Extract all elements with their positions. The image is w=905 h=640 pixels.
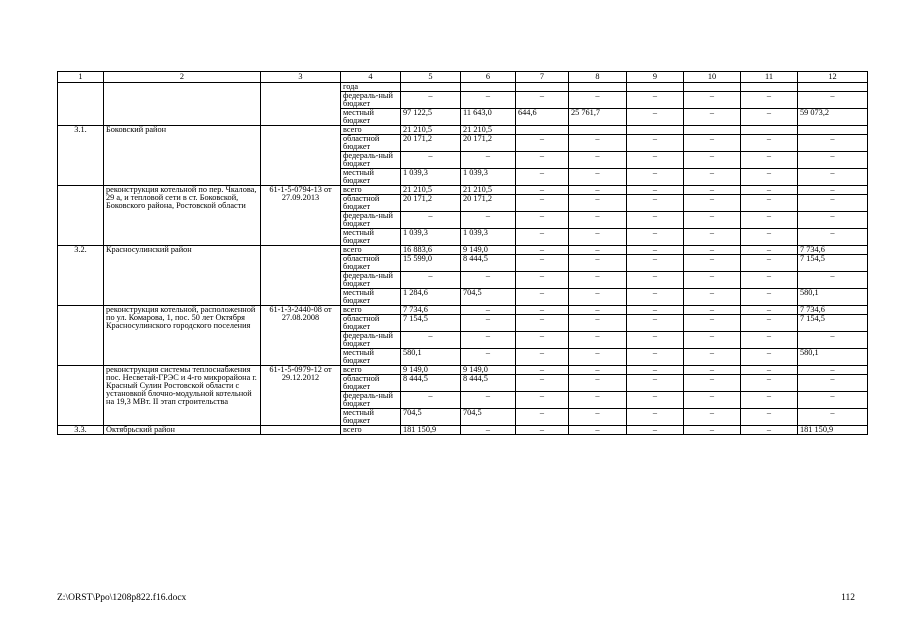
value-cell: 7 734,6 <box>798 306 868 315</box>
value-cell: 21 210,5 <box>461 186 516 195</box>
value-cell: – <box>401 392 461 409</box>
value-cell: 580,1 <box>401 349 461 366</box>
value-cell: 21 210,5 <box>401 126 461 135</box>
value-cell: 704,5 <box>461 289 516 306</box>
value-cell: – <box>741 272 798 289</box>
value-cell: – <box>741 409 798 426</box>
value-cell <box>684 83 741 92</box>
value-cell <box>798 83 868 92</box>
value-cell: – <box>684 135 741 152</box>
column-number: 6 <box>461 72 516 83</box>
value-cell <box>516 83 569 92</box>
funding-source: федераль-ный бюджет <box>341 152 401 169</box>
value-cell: – <box>627 152 684 169</box>
value-cell: – <box>569 255 627 272</box>
value-cell: – <box>627 289 684 306</box>
value-cell: – <box>741 229 798 246</box>
value-cell: 16 883,6 <box>401 246 461 255</box>
value-cell: – <box>798 92 868 109</box>
funding-source: всего <box>341 186 401 195</box>
value-cell: 7 734,6 <box>798 246 868 255</box>
value-cell: – <box>627 426 684 435</box>
value-cell: 25 761,7 <box>569 109 627 126</box>
funding-source: областной бюджет <box>341 255 401 272</box>
funding-source: областной бюджет <box>341 315 401 332</box>
value-cell: – <box>627 135 684 152</box>
document-code <box>261 246 341 306</box>
value-cell: – <box>684 272 741 289</box>
value-cell: – <box>684 392 741 409</box>
value-cell: – <box>684 92 741 109</box>
value-cell: 21 210,5 <box>401 186 461 195</box>
funding-source: областной бюджет <box>341 195 401 212</box>
value-cell: – <box>798 152 868 169</box>
value-cell: 580,1 <box>798 289 868 306</box>
column-number: 12 <box>798 72 868 83</box>
value-cell: 181 150,9 <box>401 426 461 435</box>
value-cell: – <box>516 229 569 246</box>
value-cell: – <box>461 315 516 332</box>
value-cell: – <box>741 152 798 169</box>
value-cell: – <box>569 212 627 229</box>
value-cell <box>461 83 516 92</box>
row-index <box>58 186 104 246</box>
value-cell: – <box>569 375 627 392</box>
value-cell <box>569 126 627 135</box>
value-cell: – <box>569 426 627 435</box>
value-cell: 9 149,0 <box>401 366 461 375</box>
value-cell: – <box>516 152 569 169</box>
value-cell: – <box>627 332 684 349</box>
value-cell: – <box>741 212 798 229</box>
value-cell: – <box>516 92 569 109</box>
value-cell: – <box>627 186 684 195</box>
value-cell: – <box>627 255 684 272</box>
funding-source: местный бюджет <box>341 109 401 126</box>
value-cell: – <box>741 109 798 126</box>
table-header-row <box>58 72 868 83</box>
value-cell: 8 444,5 <box>461 375 516 392</box>
funding-source: федераль-ный бюджет <box>341 392 401 409</box>
value-cell: – <box>516 426 569 435</box>
value-cell: – <box>569 366 627 375</box>
value-cell: – <box>461 152 516 169</box>
value-cell <box>627 83 684 92</box>
value-cell: – <box>516 332 569 349</box>
value-cell: – <box>569 332 627 349</box>
funding-source: всего <box>341 246 401 255</box>
funding-source: местный бюджет <box>341 349 401 366</box>
value-cell: 580,1 <box>798 349 868 366</box>
value-cell: – <box>741 332 798 349</box>
value-cell: – <box>569 92 627 109</box>
value-cell: – <box>684 186 741 195</box>
value-cell: – <box>627 246 684 255</box>
value-cell: – <box>741 315 798 332</box>
object-name: Октябрьский район <box>104 426 261 435</box>
value-cell: – <box>627 366 684 375</box>
row-index: 3.2. <box>58 246 104 306</box>
value-cell: 97 122,5 <box>401 109 461 126</box>
value-cell: – <box>569 152 627 169</box>
funding-source: местный бюджет <box>341 229 401 246</box>
value-cell: 704,5 <box>401 409 461 426</box>
table-row <box>58 426 868 435</box>
value-cell: – <box>684 289 741 306</box>
value-cell: – <box>627 392 684 409</box>
value-cell: – <box>516 306 569 315</box>
funding-source: всего <box>341 126 401 135</box>
value-cell <box>684 126 741 135</box>
column-number: 7 <box>516 72 569 83</box>
value-cell: 1 039,3 <box>401 229 461 246</box>
value-cell: – <box>516 315 569 332</box>
value-cell: – <box>798 392 868 409</box>
value-cell: – <box>569 135 627 152</box>
value-cell: – <box>569 289 627 306</box>
value-cell: – <box>798 212 868 229</box>
value-cell: 20 171,2 <box>401 135 461 152</box>
value-cell: – <box>516 255 569 272</box>
value-cell: – <box>798 409 868 426</box>
value-cell <box>569 83 627 92</box>
value-cell: 59 073,2 <box>798 109 868 126</box>
value-cell: – <box>627 212 684 229</box>
value-cell: 7 734,6 <box>401 306 461 315</box>
value-cell: 20 171,2 <box>401 195 461 212</box>
value-cell: – <box>741 289 798 306</box>
value-cell: – <box>516 375 569 392</box>
value-cell: 11 643,0 <box>461 109 516 126</box>
column-number: 1 <box>58 72 104 83</box>
funding-source: всего <box>341 426 401 435</box>
document-code: 61-1-5-0979-12 от 29.12.2012 <box>261 366 341 426</box>
object-name: реконструкция котельной по пер. Чкалова, 29 а, и тепловой сети в ст. Боковской, Боковского района, Ростовской области <box>104 186 261 246</box>
column-number: 3 <box>261 72 341 83</box>
value-cell <box>741 126 798 135</box>
value-cell: – <box>516 246 569 255</box>
value-cell: 9 149,0 <box>461 246 516 255</box>
value-cell: 15 599,0 <box>401 255 461 272</box>
value-cell: – <box>798 186 868 195</box>
funding-source: всего <box>341 366 401 375</box>
value-cell: – <box>569 229 627 246</box>
value-cell: 7 154,5 <box>798 255 868 272</box>
value-cell: – <box>684 212 741 229</box>
value-cell: – <box>569 186 627 195</box>
funding-source: местный бюджет <box>341 169 401 186</box>
value-cell: – <box>516 272 569 289</box>
value-cell <box>741 83 798 92</box>
value-cell: – <box>516 169 569 186</box>
value-cell: – <box>569 169 627 186</box>
value-cell: – <box>569 272 627 289</box>
value-cell: – <box>401 92 461 109</box>
document-code <box>261 426 341 435</box>
value-cell: – <box>401 212 461 229</box>
document-code <box>261 126 341 186</box>
funding-source: всего <box>341 306 401 315</box>
value-cell: – <box>516 349 569 366</box>
value-cell: – <box>798 332 868 349</box>
value-cell: – <box>569 349 627 366</box>
value-cell: – <box>741 246 798 255</box>
value-cell: – <box>684 169 741 186</box>
value-cell: – <box>627 169 684 186</box>
row-index: 3.1. <box>58 126 104 186</box>
funding-source: областной бюджет <box>341 375 401 392</box>
object-name: реконструкция системы теплоснабжения пос. Несветай-ГРЭС и 4-го микрорайона г. Красный Сулин Ростовской области с установкой блочно-модульной котельной на 19,3 МВт. II этап строительства <box>104 366 261 426</box>
value-cell: – <box>684 375 741 392</box>
value-cell: – <box>798 169 868 186</box>
value-cell: – <box>741 375 798 392</box>
document-code <box>261 83 341 126</box>
value-cell: – <box>516 135 569 152</box>
value-cell: – <box>569 195 627 212</box>
value-cell: – <box>684 366 741 375</box>
budget-table <box>57 71 868 435</box>
table-row <box>58 306 868 315</box>
value-cell: – <box>627 306 684 315</box>
value-cell: – <box>461 332 516 349</box>
value-cell: – <box>461 426 516 435</box>
value-cell: 7 154,5 <box>401 315 461 332</box>
value-cell: – <box>798 272 868 289</box>
value-cell: – <box>461 272 516 289</box>
value-cell: 1 039,3 <box>461 229 516 246</box>
document-code: 61-1-5-0794-13 от 27.09.2013 <box>261 186 341 246</box>
object-name <box>104 83 261 126</box>
value-cell: – <box>798 375 868 392</box>
column-number: 5 <box>401 72 461 83</box>
value-cell: 8 444,5 <box>401 375 461 392</box>
value-cell: – <box>684 246 741 255</box>
value-cell <box>516 126 569 135</box>
value-cell: – <box>684 306 741 315</box>
value-cell: – <box>401 272 461 289</box>
value-cell: – <box>461 92 516 109</box>
column-number: 9 <box>627 72 684 83</box>
value-cell: – <box>627 229 684 246</box>
value-cell: 7 154,5 <box>798 315 868 332</box>
value-cell: – <box>627 272 684 289</box>
value-cell: – <box>569 315 627 332</box>
value-cell <box>798 126 868 135</box>
value-cell: – <box>741 186 798 195</box>
value-cell: 1 284,6 <box>401 289 461 306</box>
value-cell: – <box>684 349 741 366</box>
row-index <box>58 366 104 426</box>
funding-source: федераль-ный бюджет <box>341 92 401 109</box>
value-cell: – <box>516 366 569 375</box>
column-number: 4 <box>341 72 401 83</box>
column-number: 2 <box>104 72 261 83</box>
value-cell: – <box>741 169 798 186</box>
funding-source: местный бюджет <box>341 289 401 306</box>
value-cell: – <box>627 92 684 109</box>
row-index <box>58 306 104 366</box>
value-cell: – <box>627 375 684 392</box>
value-cell: – <box>627 195 684 212</box>
value-cell: – <box>741 426 798 435</box>
document-code: 61-1-3-2440-08 от 27.08.2008 <box>261 306 341 366</box>
value-cell: – <box>569 306 627 315</box>
value-cell: – <box>741 349 798 366</box>
table-row <box>58 246 868 255</box>
value-cell: – <box>569 392 627 409</box>
value-cell: – <box>741 366 798 375</box>
value-cell: 8 444,5 <box>461 255 516 272</box>
object-name: Красносулинский район <box>104 246 261 306</box>
value-cell: – <box>741 306 798 315</box>
value-cell: – <box>684 229 741 246</box>
value-cell: – <box>741 392 798 409</box>
table-row <box>58 186 868 195</box>
object-name: реконструкция котельной, расположенной по ул. Комарова, 1, пос. 50 лет Октября Красносулинского городского поселения <box>104 306 261 366</box>
value-cell: 9 149,0 <box>461 366 516 375</box>
value-cell: – <box>684 315 741 332</box>
value-cell: – <box>461 212 516 229</box>
value-cell: – <box>516 289 569 306</box>
value-cell: 1 039,3 <box>461 169 516 186</box>
table-row <box>58 126 868 135</box>
value-cell: 21 210,5 <box>461 126 516 135</box>
value-cell: – <box>798 229 868 246</box>
value-cell: – <box>684 332 741 349</box>
value-cell: – <box>684 109 741 126</box>
table-row <box>58 83 868 92</box>
funding-source: федераль-ный бюджет <box>341 332 401 349</box>
funding-source: областной бюджет <box>341 135 401 152</box>
funding-source: местный бюджет <box>341 409 401 426</box>
value-cell: – <box>798 195 868 212</box>
value-cell: – <box>401 152 461 169</box>
value-cell: – <box>461 392 516 409</box>
value-cell: – <box>798 366 868 375</box>
page-number: 112 <box>841 593 855 603</box>
value-cell: – <box>627 109 684 126</box>
value-cell: – <box>684 195 741 212</box>
value-cell: – <box>516 186 569 195</box>
value-cell: – <box>684 152 741 169</box>
value-cell: – <box>516 212 569 229</box>
column-number: 11 <box>741 72 798 83</box>
value-cell: – <box>516 409 569 426</box>
value-cell: – <box>741 92 798 109</box>
value-cell: – <box>798 135 868 152</box>
column-number: 10 <box>684 72 741 83</box>
value-cell: – <box>741 255 798 272</box>
value-cell: 644,6 <box>516 109 569 126</box>
value-cell: – <box>684 409 741 426</box>
row-index: 3.3. <box>58 426 104 435</box>
file-path: Z:\ORST\Ppo\1208p822.f16.docx <box>57 593 187 603</box>
value-cell: – <box>401 332 461 349</box>
value-cell: – <box>627 349 684 366</box>
value-cell: – <box>627 409 684 426</box>
value-cell <box>401 83 461 92</box>
value-cell: – <box>516 392 569 409</box>
object-name: Боковский район <box>104 126 261 186</box>
table-row <box>58 366 868 375</box>
row-index <box>58 83 104 126</box>
value-cell: 704,5 <box>461 409 516 426</box>
column-number: 8 <box>569 72 627 83</box>
value-cell: 181 150,9 <box>798 426 868 435</box>
value-cell <box>627 126 684 135</box>
value-cell: 1 039,3 <box>401 169 461 186</box>
funding-source: года <box>341 83 401 92</box>
value-cell: 20 171,2 <box>461 195 516 212</box>
funding-source: федераль-ный бюджет <box>341 212 401 229</box>
funding-source: федераль-ный бюджет <box>341 272 401 289</box>
value-cell: – <box>741 195 798 212</box>
value-cell: – <box>627 315 684 332</box>
value-cell: – <box>516 195 569 212</box>
value-cell: – <box>461 306 516 315</box>
value-cell: – <box>569 246 627 255</box>
value-cell: – <box>569 409 627 426</box>
value-cell: – <box>684 426 741 435</box>
value-cell: – <box>461 349 516 366</box>
value-cell: 20 171,2 <box>461 135 516 152</box>
value-cell: – <box>684 255 741 272</box>
value-cell: – <box>741 135 798 152</box>
